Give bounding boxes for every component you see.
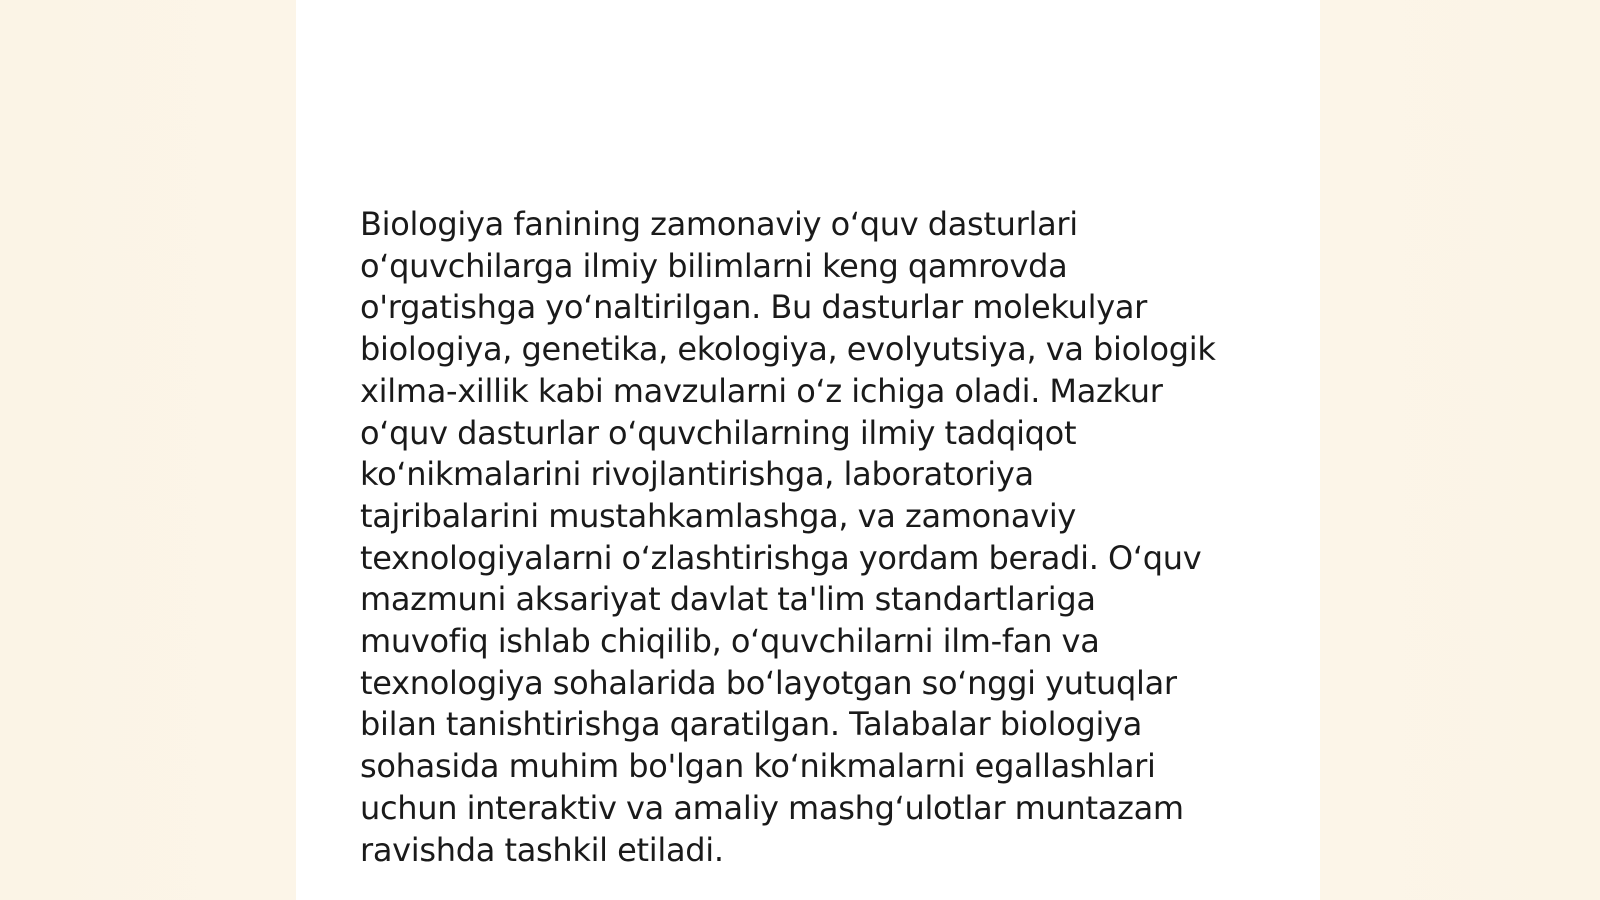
slide-body-text: Biologiya fanining zamonaviy oʻquv dasturlari oʻquvchilarga ilmiy bilimlarni keng qamrovda o'rgatishga yoʻnaltirilgan. Bu dasturlar molekulyar biologiya, genetika, ekologiya, evolyutsiya, va biologik xilma-xillik kabi mavzularni oʻz ichiga oladi. Mazkur oʻquv dasturlar oʻquvchilarning ilmiy tadqiqot koʻnikmalarini rivojlantirishga, laboratoriya tajribalarini mustahkamlashga, va zamonaviy texnologiyalarni oʻzlashtirishga yordam beradi. Oʻquv mazmuni aksariyat davlat ta'lim standartlariga muvofiq ishlab chiqilib, oʻquvchilarni ilm-fan va texnologiya sohalarida boʻlayotgan soʻnggi yutuqlar bilan tanishtirishga qaratilgan. Talabalar biologiya sohasida muhim bo'lgan koʻnikmalarni egallashlari uchun interaktiv va amaliy mashgʻulotlar muntazam ravishda tashkil etiladi. [360,205,1216,869]
slide-panel [296,0,1320,900]
